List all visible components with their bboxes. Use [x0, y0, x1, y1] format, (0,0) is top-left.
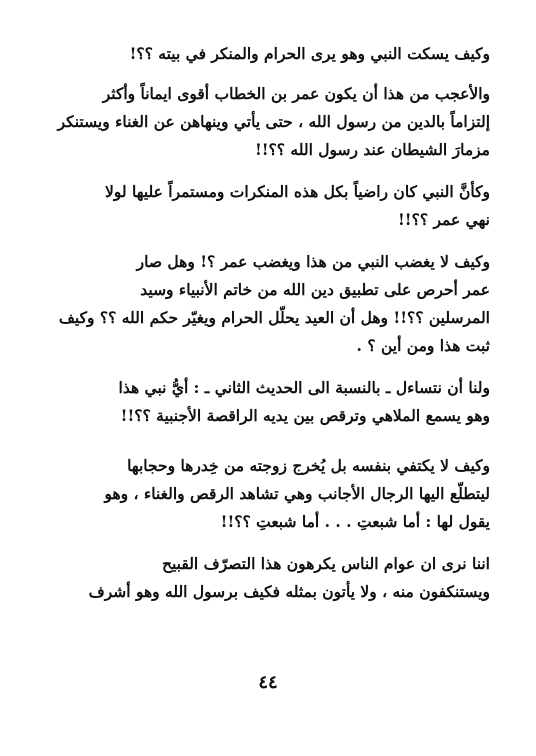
text-line: ليتطلّع اليها الرجال الأجانب وهي تشاهد الرقص والغناء ، وهو [104, 484, 490, 503]
text-line: والأعجب من هذا أن يكون عمر بن الخطاب أقوى ايماناً وأكثر [102, 84, 490, 103]
text-line: ويستنكفون منه ، ولا يأتون بمثله فكيف برسول الله وهو أشرف [88, 582, 490, 601]
paragraph-1 [42, 40, 490, 68]
paragraph-2 [42, 80, 490, 164]
text-line: وكيف يسكت النبي وهو يرى الحرام والمنكر في بيته ؟؟! [129, 44, 490, 63]
text-line: عمر أحرص على تطبيق دين الله من خاتم الأنبياء وسيد [140, 280, 490, 299]
text-line: ثبت هذا ومن أين ؟ . [356, 336, 490, 355]
paragraph-4 [42, 248, 490, 360]
text-line: المرسلين ؟؟!! وهل أن العيد يحلّل الحرام ويغيّر حكم الله ؟؟ وكيف [58, 308, 490, 327]
text-line: اننا نرى ان عوام الناس يكرهون هذا التصرّف القبيح [162, 554, 490, 573]
paragraph-3 [42, 178, 490, 234]
text-line: نهي عمر ؟؟!! [398, 210, 490, 229]
text-line: وكيف لا يغضب النبي من هذا ويغضب عمر ؟! وهل صار [136, 252, 490, 271]
text-line: وهو يسمع الملاهي وترقص بين يديه الراقصة الأجنبية ؟؟!! [120, 406, 490, 425]
paragraph-6 [42, 452, 490, 536]
text-line: إلتزاماً بالدين من رسول الله ، حتى يأتي وينهاهن عن الغناء ويستنكر [57, 112, 490, 131]
text-line: يقول لها : أما شبعتِ . . . أما شبعتِ ؟؟!! [220, 512, 490, 531]
text-line: وكأنَّ النبي كان راضياً بكل هذه المنكرات ومستمراً عليها لولا [104, 182, 490, 201]
text-line: وكيف لا يكتفي بنفسه بل يُخرج زوجته من خِدرها وحجابها [127, 456, 490, 475]
text-line: مزمارَ الشيطان عند رسول الله ؟؟!! [254, 140, 490, 159]
text-line: ولنا أن نتساءل ـ بالنسبة الى الحديث الثاني ـ : أيُّ نبي هذا [118, 378, 490, 397]
paragraph-5 [42, 374, 490, 430]
paragraph-7 [42, 550, 490, 606]
page-number: ٤٤ [258, 672, 278, 693]
